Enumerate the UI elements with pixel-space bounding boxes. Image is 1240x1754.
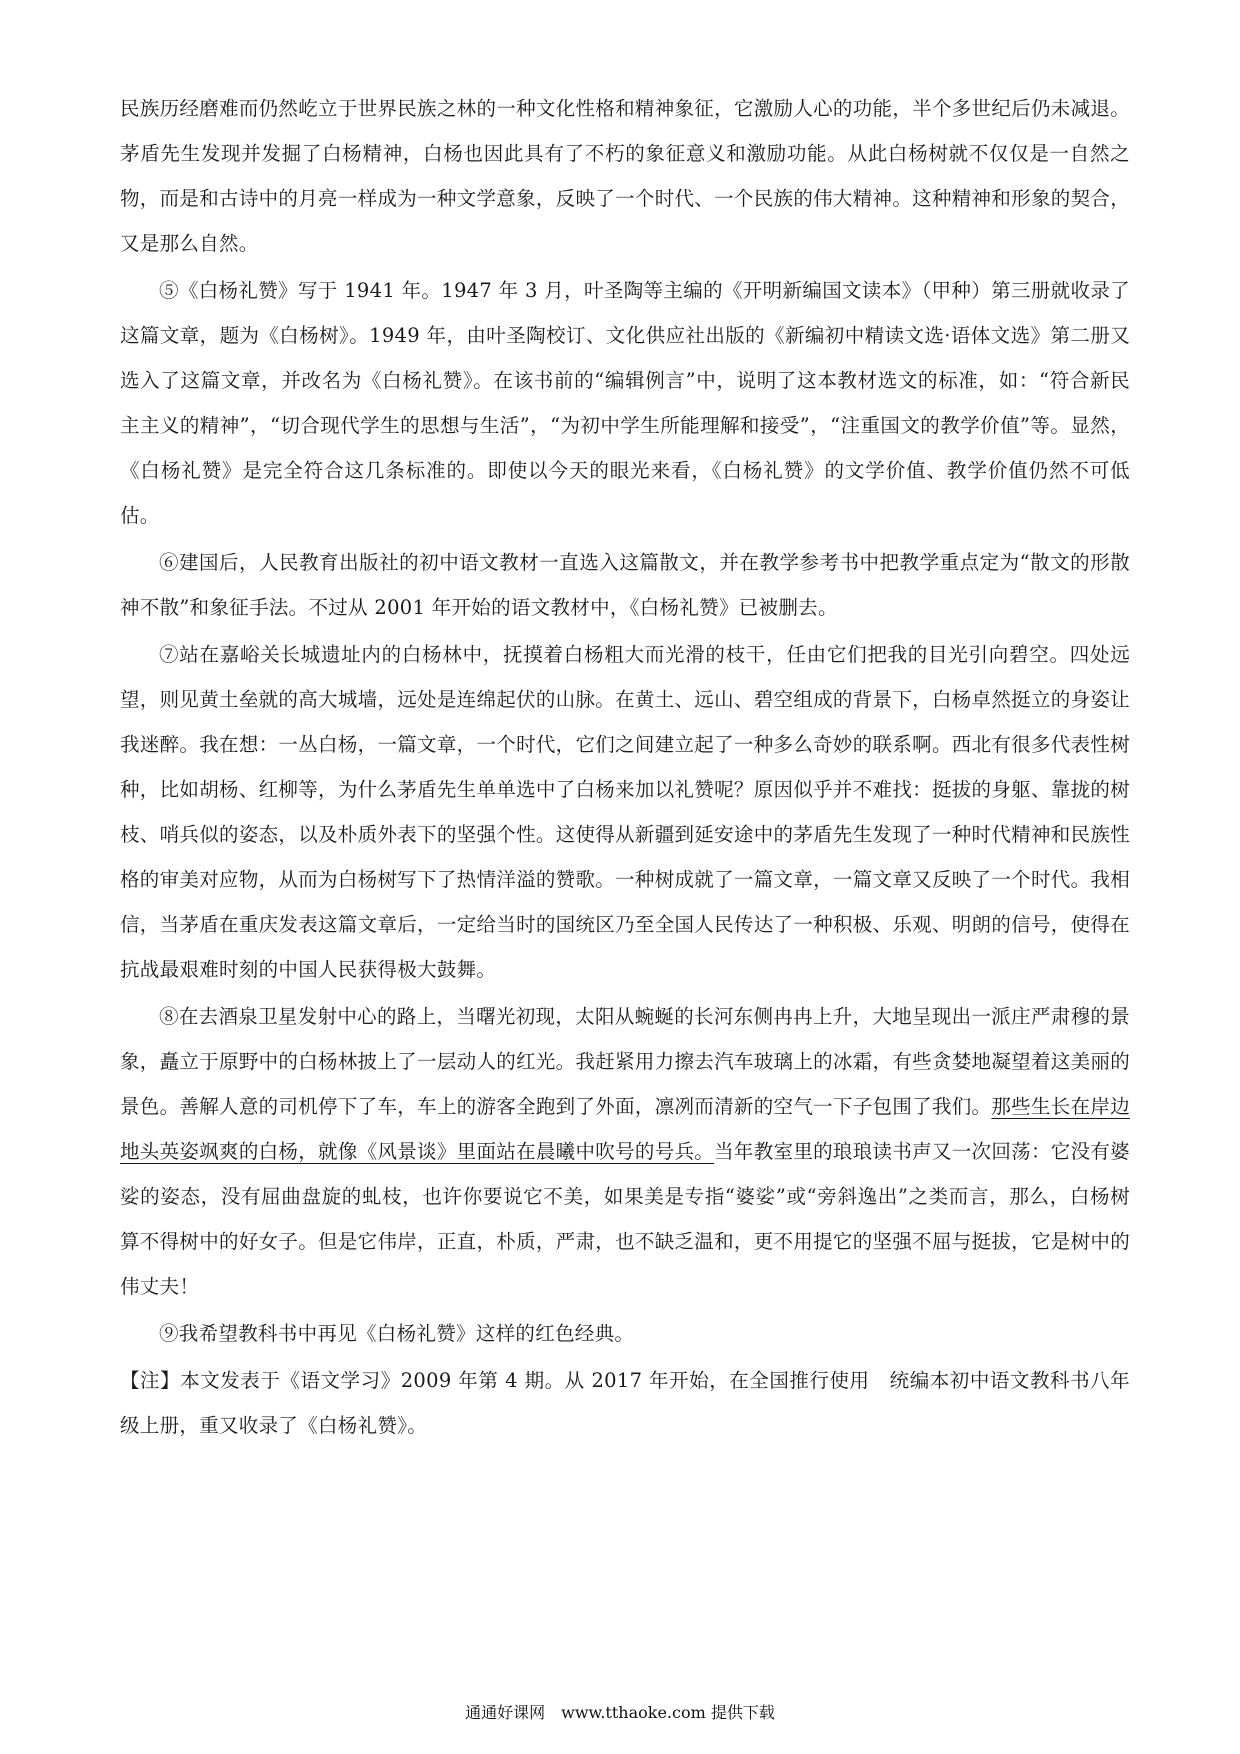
paragraph-8-underlined-sentence: 那些生长在岸边地头英姿飒爽的白杨，就像《风景谈》里面站在晨曦中吹号的号兵。	[120, 1095, 1130, 1163]
paragraph-6: ⑥建国后，人民教育出版社的初中语文教材一直选入这篇散文，并在教学参考书中把教学重点定为“散文的形散神不散”和象征手法。不过从 2001 年开始的语文教材中，《白杨礼赞》已被删去。	[120, 551, 1130, 619]
paragraph-8	[120, 994, 1130, 1309]
paragraph-4-continued: 民族历经磨难而仍然屹立于世界民族之林的一种文化性格和精神象征，它激励人心的功能，半个多世纪后仍未减退。茅盾先生发现并发掘了白杨精神，白杨也因此具有了不朽的象征意义和激励功能。从此白杨树就不仅仅是一自然之物，而是和古诗中的月亮一样成为一种文学意象，反映了一个时代、一个民族的伟大精神。这种精神和形象的契合，又是那么自然。	[120, 97, 1130, 255]
paragraph-9: ⑨我希望教科书中再见《白杨礼赞》这样的红色经典。	[159, 1322, 635, 1345]
paragraph-5: ⑤《白杨礼赞》写于 1941 年。1947 年 3 月，叶圣陶等主编的《开明新编国文读本》（甲种）第三册就收录了这篇文章，题为《白杨树》。1949 年，由叶圣陶校订、文化供应社出版的《新编初中精读文选·语体文选》第二册又选入了这篇文章，并改名为《白杨礼赞》。在该书前的“编辑例言”中，说明了这本教材选文的标准，如：“符合新民主主义的精神”，“切合现代学生的思想与生活”，“为初中学生所能理解和接受”，“注重国文的教学价值”等。显然，《白杨礼赞》是完全符合这几条标准的。即使以今天的眼光来看，《白杨礼赞》的文学价值、教学价值仍然不可低估。	[120, 279, 1130, 527]
page-footer: 通通好课网 www.tthaoke.com 提供下载	[465, 1703, 775, 1722]
paragraph-8-text-start: ⑧在去酒泉卫星发射中心的路上，当曙光初现，太阳从蜿蜒的长河东侧冉冉上升，大地呈现出一派庄严肃穆的景象，矗立于原野中的白杨林披上了一层动人的红光。我赶紧用力擦去汽车玻璃上的冰霜，有些贪婪地凝望着这美丽的景色。善解人意的司机停下了车，车上的游客全跑到了外面，凛冽而清新的空气一下子包围了我们。	[120, 1005, 1130, 1118]
paragraph-8-text-end: 当年教室里的琅琅读书声又一次回荡：它没有婆娑的姿态，没有屈曲盘旋的虬枝，也许你要说它不美，如果美是专指“婆娑”或“旁斜逸出”之类而言，那么，白杨树算不得树中的好女子。但是它伟岸，正直，朴质，严肃，也不缺乏温和，更不用提它的坚强不屈与挺拔，它是树中的伟丈夫！	[120, 1140, 1130, 1298]
paragraph-7: ⑦站在嘉峪关长城遗址内的白杨林中，抚摸着白杨粗大而光滑的枝干，任由它们把我的目光引向碧空。四处远望，则见黄土垒就的高大城墙，远处是连绵起伏的山脉。在黄土、远山、碧空组成的背景下，白杨卓然挺立的身姿让我迷醉。我在想：一丛白杨，一篇文章，一个时代，它们之间建立起了一种多么奇妙的联系啊。西北有很多代表性树种，比如胡杨、红柳等，为什么茅盾先生单单选中了白杨来加以礼赞呢？原因似乎并不难找：挺拔的身躯、靠拢的树枝、哨兵似的姿态，以及朴质外表下的坚强个性。这使得从新疆到延安途中的茅盾先生发现了一种时代精神和民族性格的审美对应物，从而为白杨树写下了热情洋溢的赞歌。一种树成就了一篇文章，一篇文章又反映了一个时代。我相信，当茅盾在重庆发表这篇文章后，一定给当时的国统区乃至全国人民传达了一种积极、乐观、明朗的信号，使得在抗战最艰难时刻的中国人民获得极大鼓舞。	[120, 643, 1130, 981]
editor-note: 【注】本文发表于《语文学习》2009 年第 4 期。从 2017 年开始，在全国推行使用 统编本初中语文教科书八年级上册，重又收录了《白杨礼赞》。	[120, 1369, 1130, 1437]
document-body	[120, 86, 1130, 1448]
